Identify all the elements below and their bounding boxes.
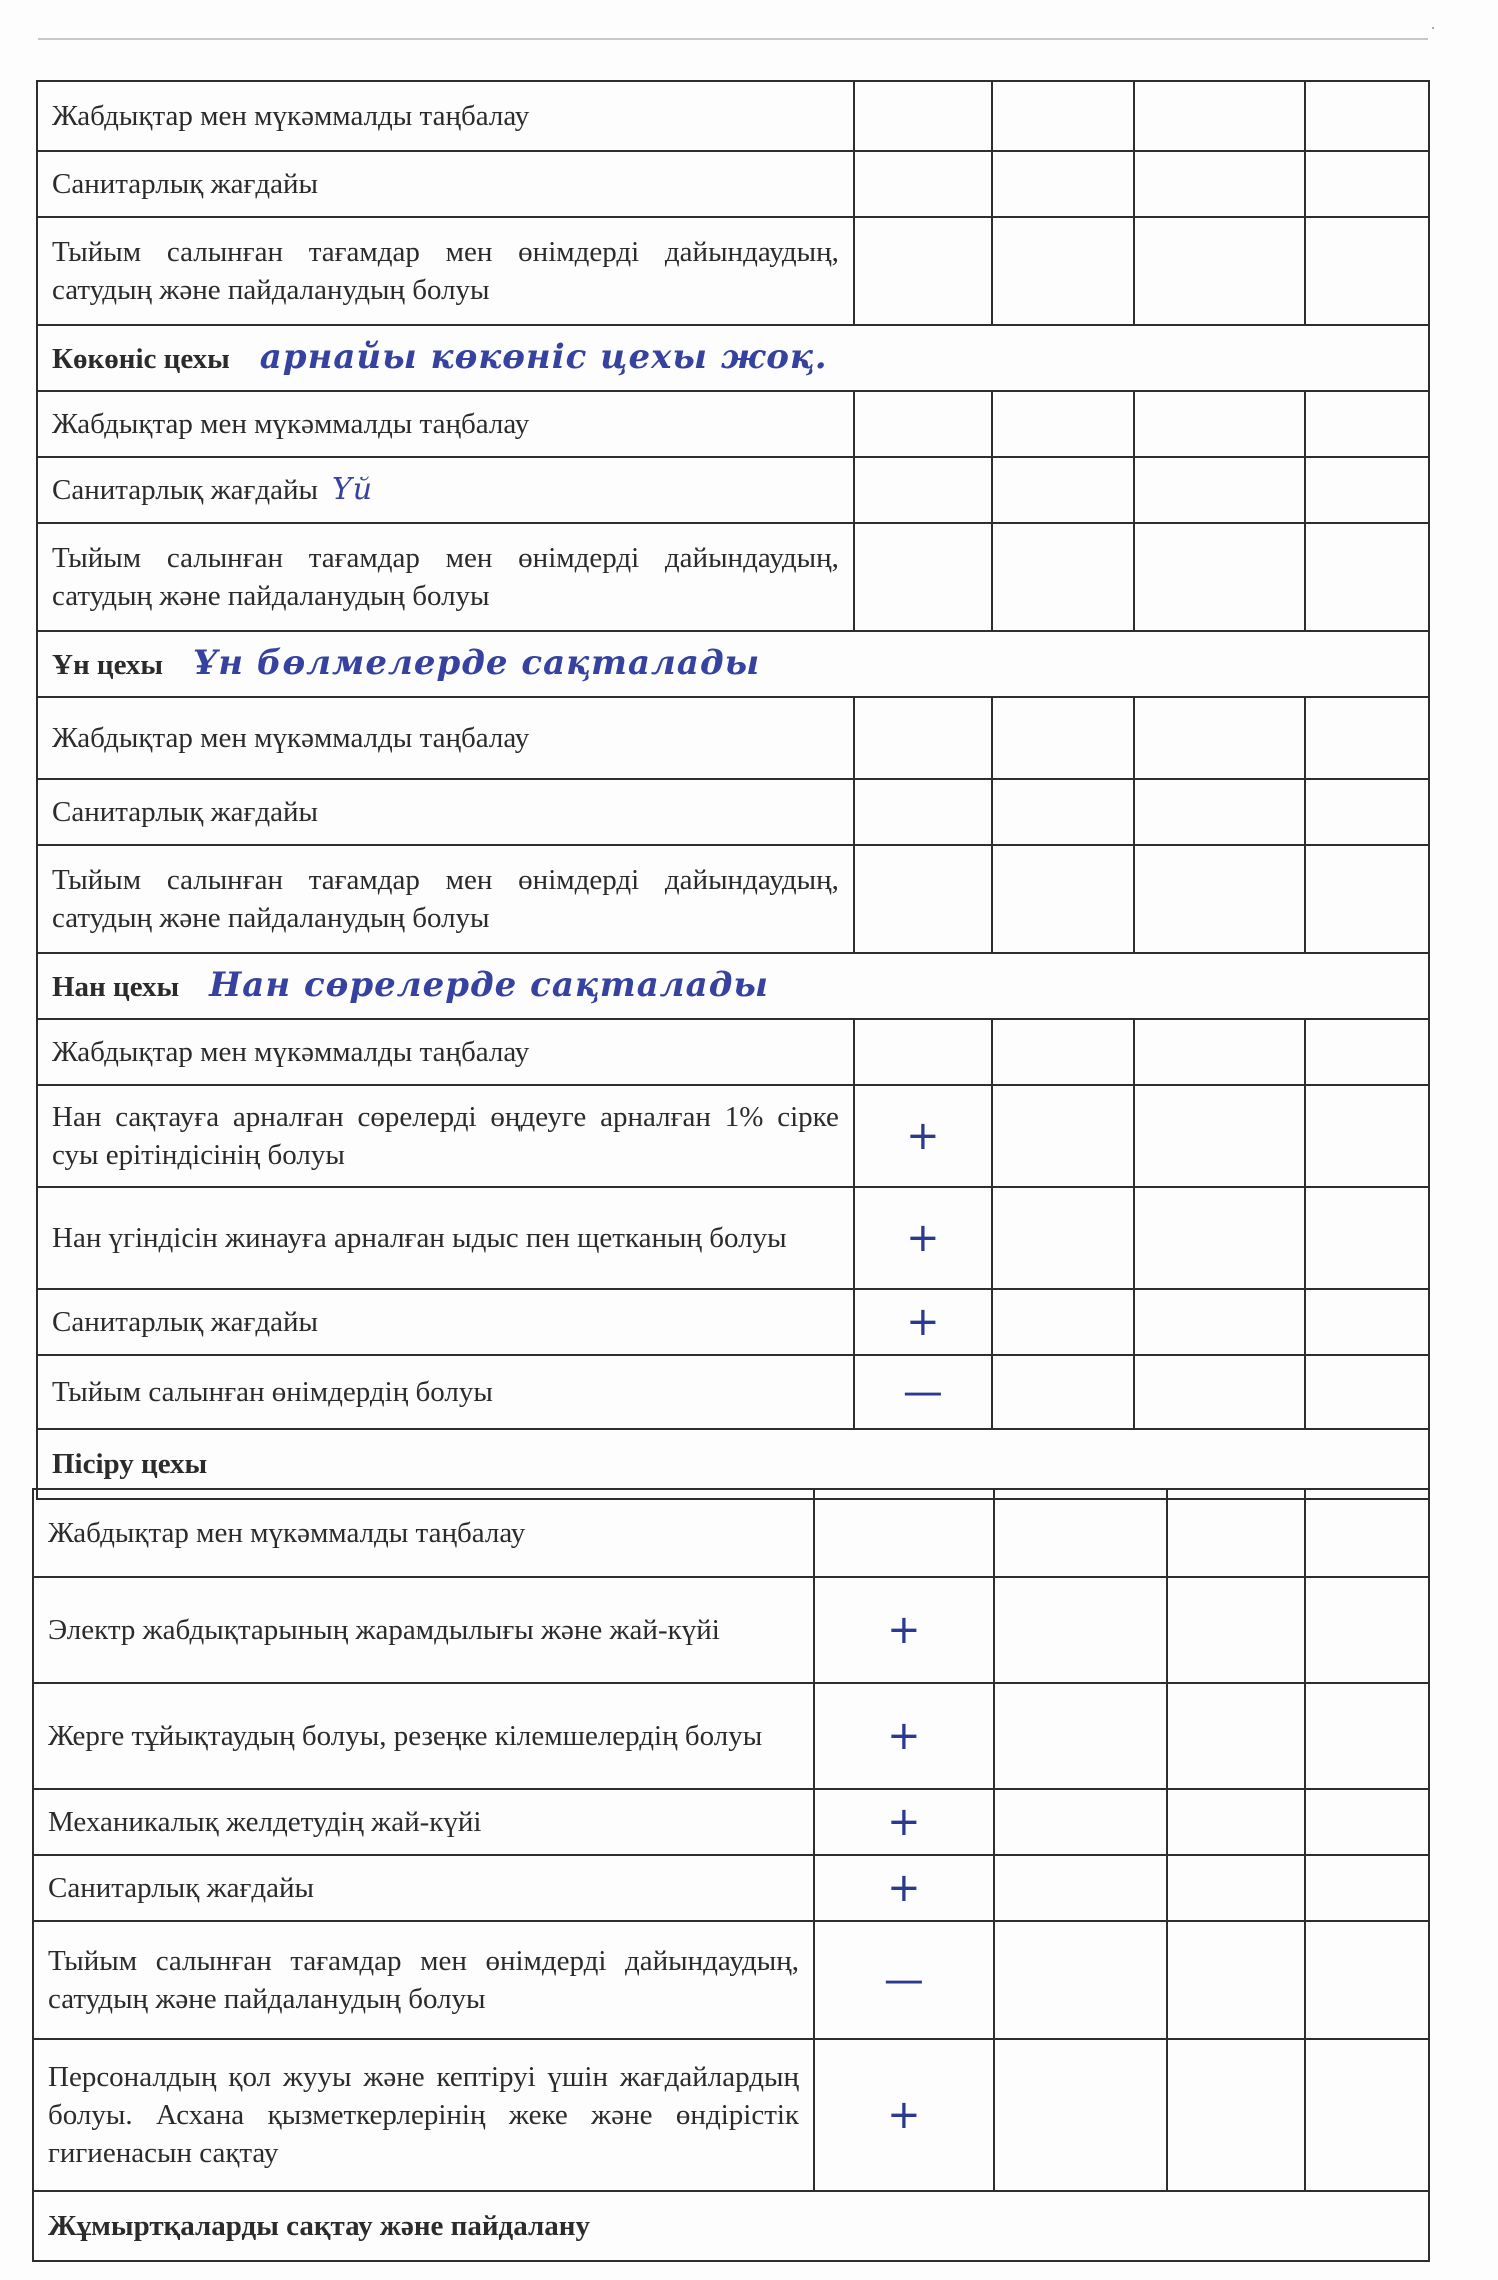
criterion-text: Тыйым салынған тағамдар мен өнімдерді дайындаудың, сатудың және пайдаланудың болуы — [52, 864, 839, 934]
mark-cell[interactable] — [1305, 1855, 1429, 1921]
mark-cell[interactable] — [992, 81, 1134, 151]
checklist-row — [37, 523, 1429, 631]
mark-cell[interactable] — [1305, 1355, 1429, 1429]
mark-cell[interactable] — [994, 1789, 1168, 1855]
criterion-text: Санитарлық жағдайы — [52, 1306, 318, 1338]
mark-cell[interactable] — [1305, 2039, 1429, 2191]
section-heading — [37, 631, 1429, 697]
section-row — [37, 953, 1429, 1019]
criterion-cell — [33, 1489, 814, 1577]
section-heading — [33, 2191, 1429, 2261]
criterion-text: Санитарлық жағдайы — [52, 796, 318, 828]
mark-cell[interactable] — [1305, 779, 1429, 845]
checklist-row — [37, 1085, 1429, 1187]
criterion-cell — [37, 151, 854, 217]
criterion-cell — [37, 1289, 854, 1355]
mark-cell[interactable] — [1305, 1187, 1429, 1289]
criterion-cell — [33, 1789, 814, 1855]
section-row — [37, 325, 1429, 391]
section-row — [37, 631, 1429, 697]
mark-cell[interactable] — [1167, 2039, 1305, 2191]
mark-cell[interactable] — [992, 1085, 1134, 1187]
scan-mark: · — [1430, 18, 1436, 38]
criterion-cell — [37, 391, 854, 457]
mark-cell[interactable] — [1134, 217, 1306, 325]
mark-cell[interactable] — [1305, 151, 1429, 217]
mark-cell[interactable] — [1305, 697, 1429, 779]
mark-cell[interactable]: + — [814, 1683, 994, 1789]
criterion-cell — [37, 1085, 854, 1187]
mark-cell[interactable]: + — [854, 1085, 992, 1187]
criterion-cell — [37, 217, 854, 325]
checklist-row — [33, 1683, 1429, 1789]
mark-cell[interactable] — [992, 1187, 1134, 1289]
mark-cell[interactable] — [1167, 1489, 1305, 1577]
mark-cell[interactable] — [1167, 1855, 1305, 1921]
mark-cell[interactable] — [1305, 217, 1429, 325]
section-title: Ұн цехы — [52, 649, 164, 681]
mark-cell[interactable] — [992, 1019, 1134, 1085]
mark-cell[interactable] — [992, 523, 1134, 631]
mark-cell[interactable]: + — [814, 1577, 994, 1683]
mark-cell[interactable]: + — [854, 1289, 992, 1355]
checklist-row — [37, 391, 1429, 457]
mark-cell[interactable] — [994, 1855, 1168, 1921]
mark-cell[interactable] — [992, 697, 1134, 779]
criterion-text: Электр жабдықтарының жарамдылығы және жай-күйі — [48, 1614, 720, 1646]
criterion-text: Персоналдың қол жууы және кептіруі үшін жағдайлардың болуы. Асхана қызметкерлерінің жеке және өндірістік гигиенасын сақтау — [48, 2061, 800, 2169]
criterion-cell — [37, 697, 854, 779]
mark-cell[interactable] — [854, 697, 992, 779]
section-title: Пісіру цехы — [52, 1448, 208, 1480]
checklist-row — [37, 1187, 1429, 1289]
mark-cell[interactable] — [1134, 1355, 1306, 1429]
checklist-row — [33, 1577, 1429, 1683]
criterion-cell — [33, 2039, 814, 2191]
mark-cell[interactable] — [1134, 845, 1306, 953]
mark-cell[interactable] — [992, 151, 1134, 217]
mark-cell[interactable]: + — [814, 1789, 994, 1855]
criterion-cell — [33, 1683, 814, 1789]
section-row — [33, 2191, 1429, 2261]
criterion-text: Нан сақтауға арналған сөрелерді өңдеуге арналған 1% сірке суы ерітіндісінің болуы — [52, 1101, 839, 1171]
criterion-cell — [37, 1019, 854, 1085]
mark-cell[interactable] — [994, 2039, 1168, 2191]
mark-cell[interactable] — [1305, 81, 1429, 151]
criterion-text: Тыйым салынған тағамдар мен өнімдерді дайындаудың, сатудың және пайдаланудың болуы — [48, 1945, 800, 2015]
mark-cell[interactable] — [992, 1355, 1134, 1429]
mark-cell[interactable] — [1134, 81, 1306, 151]
mark-cell[interactable] — [992, 1289, 1134, 1355]
mark-cell[interactable] — [1305, 1789, 1429, 1855]
mark-cell[interactable] — [1305, 1289, 1429, 1355]
criterion-text: Санитарлық жағдайы — [52, 168, 318, 200]
mark-cell[interactable] — [854, 457, 992, 523]
checklist-row — [33, 1789, 1429, 1855]
handwritten-note: Нан сөрелерде сақталады — [209, 965, 769, 1005]
mark-cell[interactable] — [814, 1489, 994, 1577]
mark-cell[interactable] — [992, 217, 1134, 325]
checklist-row — [37, 1289, 1429, 1355]
mark-cell[interactable] — [1167, 1921, 1305, 2039]
mark-cell[interactable] — [1134, 1019, 1306, 1085]
mark-cell[interactable] — [994, 1577, 1168, 1683]
checklist-row — [37, 151, 1429, 217]
mark-cell[interactable] — [1305, 391, 1429, 457]
inspection-table-upper — [36, 80, 1430, 1500]
mark-cell[interactable] — [994, 1683, 1168, 1789]
mark-cell[interactable] — [1305, 1489, 1429, 1577]
mark-cell[interactable] — [1167, 1789, 1305, 1855]
mark-cell[interactable]: — — [814, 1921, 994, 2039]
section-heading — [37, 953, 1429, 1019]
mark-cell[interactable] — [1305, 845, 1429, 953]
criterion-text: Тыйым салынған өнімдердің болуы — [52, 1376, 493, 1408]
mark-cell[interactable] — [1134, 151, 1306, 217]
mark-cell[interactable] — [1305, 1921, 1429, 2039]
mark-cell[interactable] — [854, 845, 992, 953]
mark-cell[interactable] — [854, 391, 992, 457]
mark-cell[interactable] — [1134, 1085, 1306, 1187]
section-heading — [37, 325, 1429, 391]
criterion-cell — [37, 779, 854, 845]
mark-cell[interactable] — [1134, 457, 1306, 523]
checklist-row — [37, 845, 1429, 953]
mark-cell[interactable] — [854, 81, 992, 151]
criterion-cell — [37, 523, 854, 631]
criterion-text: Нан үгіндісін жинауға арналған ыдыс пен щетканың болуы — [52, 1222, 787, 1254]
handwritten-note: Үй — [332, 472, 374, 507]
checklist-row — [33, 2039, 1429, 2191]
criterion-text: Жерге тұйықтаудың болуы, резеңке кілемшелердің болуы — [48, 1720, 763, 1752]
mark-cell[interactable] — [1134, 1289, 1306, 1355]
criterion-text: Жабдықтар мен мүкәммалды таңбалау — [48, 1517, 526, 1549]
mark-cell[interactable] — [994, 1921, 1168, 2039]
criterion-cell — [37, 845, 854, 953]
checklist-row — [37, 1019, 1429, 1085]
mark-cell[interactable] — [992, 391, 1134, 457]
checklist-row — [37, 457, 1429, 523]
mark-cell[interactable] — [1305, 1577, 1429, 1683]
checklist-row — [37, 81, 1429, 151]
criterion-text: Механикалық желдетудің жай-күйі — [48, 1806, 482, 1838]
mark-cell[interactable] — [992, 457, 1134, 523]
checklist-row — [33, 1921, 1429, 2039]
mark-cell[interactable] — [1305, 457, 1429, 523]
section-title: Нан цехы — [52, 971, 180, 1003]
mark-cell[interactable] — [1134, 697, 1306, 779]
mark-cell[interactable] — [994, 1489, 1168, 1577]
checklist-row — [33, 1489, 1429, 1577]
mark-cell[interactable] — [1134, 779, 1306, 845]
checklist-row — [37, 697, 1429, 779]
mark-cell[interactable] — [854, 217, 992, 325]
criterion-cell — [37, 1355, 854, 1429]
criterion-text: Санитарлық жағдайы — [48, 1872, 314, 1904]
section-title: Көкөніс цехы — [52, 343, 230, 375]
criterion-text: Жабдықтар мен мүкәммалды таңбалау — [52, 1036, 530, 1068]
checklist-row — [37, 779, 1429, 845]
mark-cell[interactable] — [1305, 1683, 1429, 1789]
mark-cell[interactable] — [992, 779, 1134, 845]
checklist-row — [37, 217, 1429, 325]
criterion-cell — [37, 457, 854, 523]
criterion-text: Тыйым салынған тағамдар мен өнімдерді дайындаудың, сатудың және пайдаланудың болуы — [52, 236, 839, 306]
criterion-cell — [33, 1855, 814, 1921]
mark-cell[interactable] — [1167, 1683, 1305, 1789]
mark-cell[interactable]: — — [854, 1355, 992, 1429]
handwritten-note: Ұн бөлмелерде сақталады — [193, 643, 761, 683]
mark-cell[interactable] — [1167, 1577, 1305, 1683]
criterion-text: Тыйым салынған тағамдар мен өнімдерді дайындаудың, сатудың және пайдаланудың болуы — [52, 542, 839, 612]
checklist-row — [33, 1855, 1429, 1921]
criterion-text: Жабдықтар мен мүкәммалды таңбалау — [52, 408, 530, 440]
mark-cell[interactable] — [854, 1019, 992, 1085]
scan-edge — [38, 38, 1428, 40]
criterion-cell — [33, 1577, 814, 1683]
inspection-table-lower — [32, 1488, 1430, 2262]
mark-cell[interactable] — [1305, 1085, 1429, 1187]
mark-cell[interactable]: + — [814, 1855, 994, 1921]
handwritten-note: арнайы көкөніс цехы жоқ. — [259, 337, 828, 377]
mark-cell[interactable] — [1305, 1019, 1429, 1085]
criterion-cell — [37, 1187, 854, 1289]
section-title: Жұмыртқаларды сақтау және пайдалану — [48, 2210, 590, 2242]
mark-cell[interactable] — [854, 151, 992, 217]
criterion-text: Санитарлық жағдайы — [52, 474, 318, 506]
mark-cell[interactable] — [1305, 523, 1429, 631]
criterion-cell — [37, 81, 854, 151]
criterion-text: Жабдықтар мен мүкәммалды таңбалау — [52, 722, 530, 754]
criterion-text: Жабдықтар мен мүкәммалды таңбалау — [52, 100, 530, 132]
mark-cell[interactable] — [854, 779, 992, 845]
criterion-cell — [33, 1921, 814, 2039]
mark-cell[interactable] — [1134, 391, 1306, 457]
mark-cell[interactable] — [1134, 1187, 1306, 1289]
mark-cell[interactable]: + — [854, 1187, 992, 1289]
mark-cell[interactable] — [1134, 523, 1306, 631]
mark-cell[interactable] — [854, 523, 992, 631]
checklist-row — [37, 1355, 1429, 1429]
mark-cell[interactable] — [992, 845, 1134, 953]
mark-cell[interactable]: + — [814, 2039, 994, 2191]
